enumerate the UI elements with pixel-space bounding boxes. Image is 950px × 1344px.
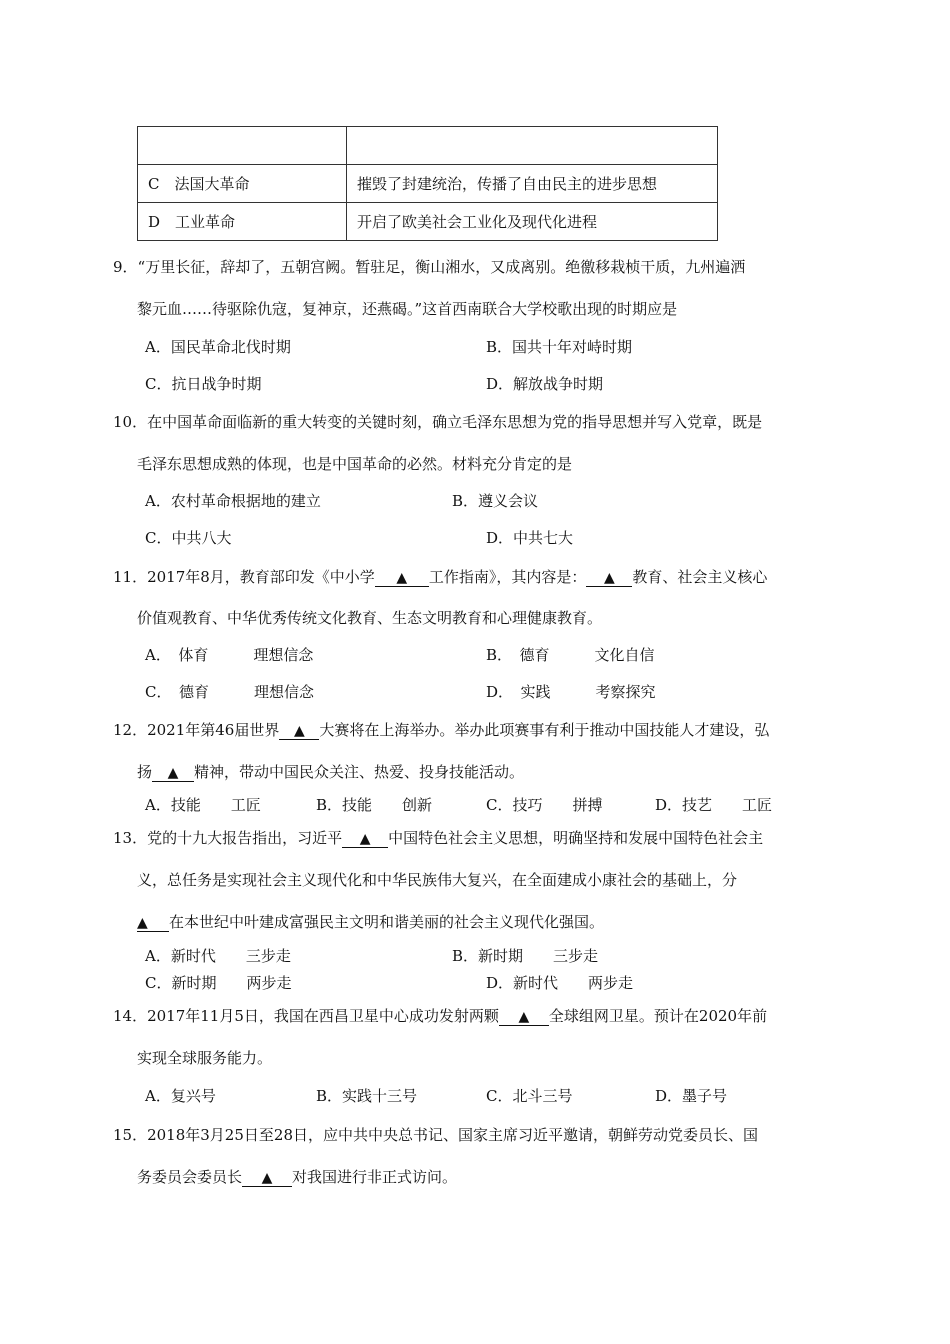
question-number: 12． bbox=[113, 721, 148, 739]
question-text-continued bbox=[137, 1166, 457, 1187]
question-text: 务委员会委员长 bbox=[137, 1168, 243, 1186]
option-a[interactable]: A．技能 工匠 bbox=[145, 796, 261, 814]
answer-blank[interactable] bbox=[499, 1008, 549, 1026]
triangle-icon: ▲ bbox=[359, 831, 371, 847]
question-text: 在本世纪中叶建成富强民主文明和谐美丽的社会主义现代化强国。 bbox=[169, 913, 605, 931]
question-number: 14． bbox=[113, 1007, 148, 1025]
question-text: “万里长征，辞却了，五朝宫阙。暂驻足，衡山湘水，又成离别。绝徼移栽桢干质，九州遍洒 bbox=[137, 258, 746, 276]
option-b[interactable]: B．国共十年对峙时期 bbox=[486, 338, 633, 356]
question-text-continued: 实现全球服务能力。 bbox=[137, 1049, 273, 1067]
answer-blank[interactable] bbox=[375, 569, 429, 587]
table-cell bbox=[138, 127, 347, 165]
question-text: 工作指南》，其内容是： bbox=[428, 568, 587, 586]
triangle-icon: ▲ bbox=[396, 570, 408, 586]
question-12 bbox=[113, 719, 769, 740]
question-text-continued bbox=[137, 911, 604, 932]
question-text: 全球组网卫星。预计在2020年前 bbox=[548, 1007, 768, 1025]
option-a[interactable]: A．复兴号 bbox=[145, 1087, 216, 1105]
answer-blank[interactable] bbox=[586, 569, 632, 587]
answer-blank[interactable] bbox=[137, 914, 169, 932]
question-text-continued: 义，总任务是实现社会主义现代化和中华民族伟大复兴，在全面建成小康社会的基础上，分 bbox=[137, 871, 738, 889]
question-number: 10． bbox=[113, 413, 148, 431]
table-cell: C 法国大革命 bbox=[138, 165, 347, 203]
triangle-icon: ▲ bbox=[518, 1009, 530, 1025]
option-d[interactable]: D．解放战争时期 bbox=[486, 375, 604, 393]
option-b[interactable]: B．遵义会议 bbox=[452, 492, 539, 510]
question-text: 对我国进行非正式访问。 bbox=[292, 1168, 458, 1186]
question-text: 扬 bbox=[137, 763, 153, 781]
question-number: 13． bbox=[113, 829, 148, 847]
table-cell: D 工业革命 bbox=[138, 203, 347, 241]
question-text-continued: 黎元血……待驱除仇寇，复神京，还燕碣。”这首西南联合大学校歌出现的时期应是 bbox=[137, 300, 678, 318]
question-13 bbox=[113, 827, 763, 848]
option-b[interactable]: B． 德育 文化自信 bbox=[486, 646, 655, 664]
option-b[interactable]: B．实践十三号 bbox=[316, 1087, 418, 1105]
question-text: 2021年第46届世界 bbox=[147, 721, 280, 739]
option-d[interactable]: D．技艺 工匠 bbox=[655, 796, 773, 814]
question-text: 2018年3月25日至28日，应中共中央总书记、国家主席习近平邀请，朝鲜劳动党委员长、国 bbox=[147, 1126, 758, 1144]
option-c[interactable]: C．技巧 拼搏 bbox=[486, 796, 603, 814]
question-text: 中国特色社会主义思想，明确坚持和发展中国特色社会主 bbox=[388, 829, 764, 847]
question-text: 2017年8月，教育部印发《中小学 bbox=[147, 568, 375, 586]
option-d[interactable]: D．新时代 两步走 bbox=[486, 974, 634, 992]
option-a[interactable]: A．国民革命北伐时期 bbox=[145, 338, 291, 356]
triangle-icon: ▲ bbox=[603, 570, 615, 586]
question-9 bbox=[113, 256, 745, 277]
options-table bbox=[137, 126, 718, 241]
question-text: 精神，带动中国民众关注、热爱、投身技能活动。 bbox=[194, 763, 525, 781]
triangle-icon: ▲ bbox=[293, 723, 305, 739]
option-b[interactable]: B．新时期 三步走 bbox=[452, 947, 599, 965]
question-text: 2017年11月5日，我国在西昌卫星中心成功发射两颗 bbox=[147, 1007, 499, 1025]
question-text: 在中国革命面临新的重大转变的关键时刻，确立毛泽东思想为党的指导思想并写入党章，既是 bbox=[147, 413, 763, 431]
option-d[interactable]: D．中共七大 bbox=[486, 529, 574, 547]
option-d[interactable]: D．墨子号 bbox=[655, 1087, 728, 1105]
question-text-continued bbox=[137, 761, 524, 782]
table-row bbox=[138, 203, 718, 241]
question-number: 11． bbox=[113, 568, 148, 586]
table-cell: 摧毁了封建统治，传播了自由民主的进步思想 bbox=[347, 165, 718, 203]
question-text-continued: 价值观教育、中华优秀传统文化教育、生态文明教育和心理健康教育。 bbox=[137, 609, 603, 627]
table-row bbox=[138, 127, 718, 165]
answer-blank[interactable] bbox=[279, 722, 319, 740]
question-text-continued: 毛泽东思想成熟的体现，也是中国革命的必然。材料充分肯定的是 bbox=[137, 455, 573, 473]
option-a[interactable]: A．农村革命根据地的建立 bbox=[145, 492, 321, 510]
question-number: 9． bbox=[113, 258, 138, 276]
triangle-icon: ▲ bbox=[261, 1170, 273, 1186]
answer-blank[interactable] bbox=[152, 764, 194, 782]
option-d[interactable]: D． 实践 考察探究 bbox=[486, 683, 656, 701]
question-text: 党的十九大报告指出，习近平 bbox=[147, 829, 343, 847]
question-text: 大赛将在上海举办。举办此项赛事有利于推动中国技能人才建设，弘 bbox=[319, 721, 770, 739]
option-c[interactable]: C．北斗三号 bbox=[486, 1087, 573, 1105]
answer-blank[interactable] bbox=[242, 1169, 292, 1187]
answer-blank[interactable] bbox=[342, 830, 388, 848]
option-a[interactable]: A． 体育 理想信念 bbox=[145, 646, 314, 664]
table-cell: 开启了欧美社会工业化及现代化进程 bbox=[347, 203, 718, 241]
triangle-icon: ▲ bbox=[167, 765, 179, 781]
option-c[interactable]: C．新时期 两步走 bbox=[145, 974, 292, 992]
option-c[interactable]: C．中共八大 bbox=[145, 529, 232, 547]
triangle-icon: ▲ bbox=[137, 915, 148, 931]
option-c[interactable]: C．抗日战争时期 bbox=[145, 375, 262, 393]
question-text: 教育、社会主义核心 bbox=[632, 568, 768, 586]
question-11 bbox=[113, 566, 767, 587]
question-15 bbox=[113, 1124, 758, 1145]
question-number: 15． bbox=[113, 1126, 148, 1144]
option-a[interactable]: A．新时代 三步走 bbox=[145, 947, 291, 965]
table-row bbox=[138, 165, 718, 203]
question-10 bbox=[113, 411, 762, 432]
question-14 bbox=[113, 1005, 767, 1026]
table-cell bbox=[347, 127, 718, 165]
option-b[interactable]: B．技能 创新 bbox=[316, 796, 433, 814]
option-c[interactable]: C． 德育 理想信念 bbox=[145, 683, 314, 701]
